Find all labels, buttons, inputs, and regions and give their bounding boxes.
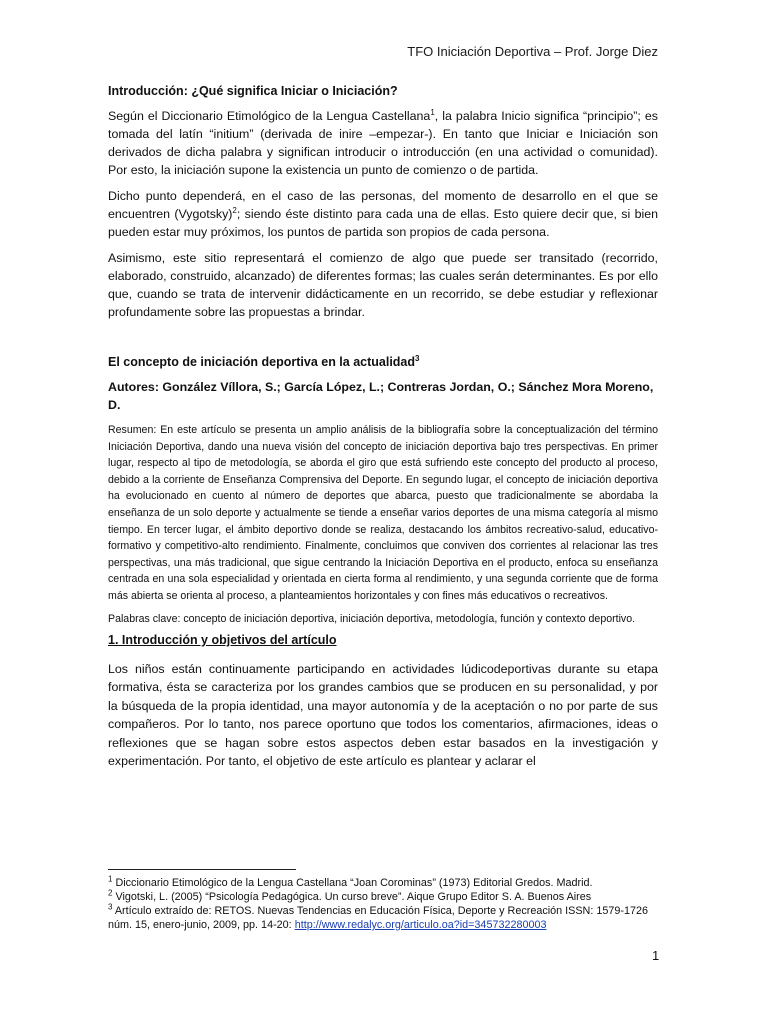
footnote-3-text: Artículo extraído de: RETOS. Nuevas Tendencias en Educación Física, Deporte y Recreación ISSN: 1579-1726 núm. 15, enero-junio, 2009, pp. 14-20: [108, 905, 648, 931]
section-1-body: Los niños están continuamente participando en actividades lúdicodeportivas durante su etapa formativa, ésta se caracteriza por los grandes cambios que se producen en su personalidad, y por la búsqueda de la propia identidad, una mayor autonomía y de la aceptación o no por parte de sus compañeros. Por lo tanto, nos parece oportuno que todos los comentarios, afirmaciones, ideas o reflexiones que se hagan sobre estos aspectos deben estar basados en la investigación y experimentación. Por tanto, el objetivo de este artículo es plantear y aclarar el [108, 661, 658, 769]
intro-p2-text-a: Dicho punto dependerá, en el caso de las personas, del momento de desarrollo en el que se encuentren (Vygotsky) [108, 189, 658, 221]
footnote-1-text: Diccionario Etimológico de la Lengua Castellana “Joan Corominas” (1973) Editorial Gredos. Madrid. [112, 877, 593, 889]
intro-p1-text-b: , la palabra Inicio significa “principio”; es tomada del latín “initium” (derivada de inire –empezar-). En tanto que Iniciar e Iniciación son derivados de dicha palabra y significan introducir o introducción (en una actividad o comunidad). Por esto, la iniciación supone la existencia un punto de comienzo o de partida. [108, 109, 658, 177]
footnote-ref-3: 3 [415, 353, 420, 363]
footnote-ref-2: 2 [232, 205, 237, 215]
section-1-heading: 1. Introducción y objetivos del artículo [108, 633, 337, 648]
footnote-1-number: 1 [108, 874, 113, 884]
footnote-3-number: 3 [108, 902, 113, 912]
article-abstract: Resumen: En este artículo se presenta un amplio análisis de la bibliografía sobre la conceptualización del término Iniciación Deportiva, dando una nueva visión del concepto de iniciación deportiva bajo tres perspectivas. En primer lugar, respecto al tipo de metodología, se aborda el giro que está sufriendo este concepto del producto al proceso, debido a la corriente de Enseñanza Comprensiva del Deporte. En segundo lugar, el concepto de iniciación deportiva ha evolucionado en cuento al número de deportes que abarca, puesto que tradicionalmente se abordaba la enseñanza de un solo deporte y actualmente se tiende a enseñar varios deportes de una misma categoría al mismo tiempo. En tercer lugar, el ámbito deportivo donde se realiza, destacando los ámbitos recreativo-salud, educativo-formativo y competitivo-alto rendimiento. Finalmente, concluimos que conviven dos corrientes al relacionar las tres perspectivas, una más tradicional, que sigue centrando la Iniciación Deportiva en el producto, enfoca su enseñanza centrada en una sola especialidad y orientada en cierta forma al rendimiento, y una segunda corriente que de forma más abierta se orienta al proceso, a planteamientos horizontales y con fines más educativos o recreativos. [108, 424, 658, 602]
footnote-3-link[interactable]: http://www.redalyc.org/articulo.oa?id=345732280003 [294, 919, 547, 931]
intro-title: Introducción: ¿Qué significa Iniciar o Iniciación? [108, 84, 398, 98]
footnote-2 [108, 890, 668, 904]
intro-p1-text-a: Según el Diccionario Etimológico de la Lengua Castellana [108, 109, 431, 123]
footnote-2-text: Vigotski, L. (2005) “Psicología Pedagógica. Un curso breve”. Aique Grupo Editor S. A. Buenos Aires [112, 891, 592, 903]
running-header: TFO Iniciación Deportiva – Prof. Jorge Diez [407, 44, 658, 59]
article-authors: Autores: González Víllora, S.; García López, L.; Contreras Jordan, O.; Sánchez Mora Moreno, D. [108, 380, 654, 412]
intro-p2-text-b: ; siendo éste distinto para cada una de ellas. Esto quiere decir que, si bien pueden estar muy próximos, los puntos de partida son propios de cada persona. [108, 207, 658, 239]
intro-paragraph-1 [108, 107, 658, 179]
footnote-1 [108, 876, 668, 890]
intro-paragraph-2 [108, 187, 658, 241]
article-title [108, 355, 658, 369]
page-number: 1 [652, 948, 660, 963]
footnote-ref-1: 1 [430, 107, 435, 117]
page-content [108, 84, 658, 783]
article-title-text: El concepto de iniciación deportiva en la actualidad [108, 355, 416, 369]
footnotes [108, 876, 668, 932]
spacer [108, 329, 658, 355]
footnote-3 [108, 904, 668, 932]
footnote-2-number: 2 [108, 888, 113, 898]
intro-paragraph-3: Asimismo, este sitio representará el comienzo de algo que puede ser transitado (recorrido, elaborado, construido, alcanzado) de diferentes formas; las cuales serán determinantes. Es por ello que, cuando se trata de intervenir didácticamente en un recorrido, se debe estudiar y reflexionar profundamente sobre las propuestas a brindar. [108, 251, 658, 319]
article-keywords: Palabras clave: concepto de iniciación deportiva, iniciación deportiva, metodología, función y contexto deportivo. [108, 612, 636, 625]
footnote-separator [108, 869, 296, 870]
